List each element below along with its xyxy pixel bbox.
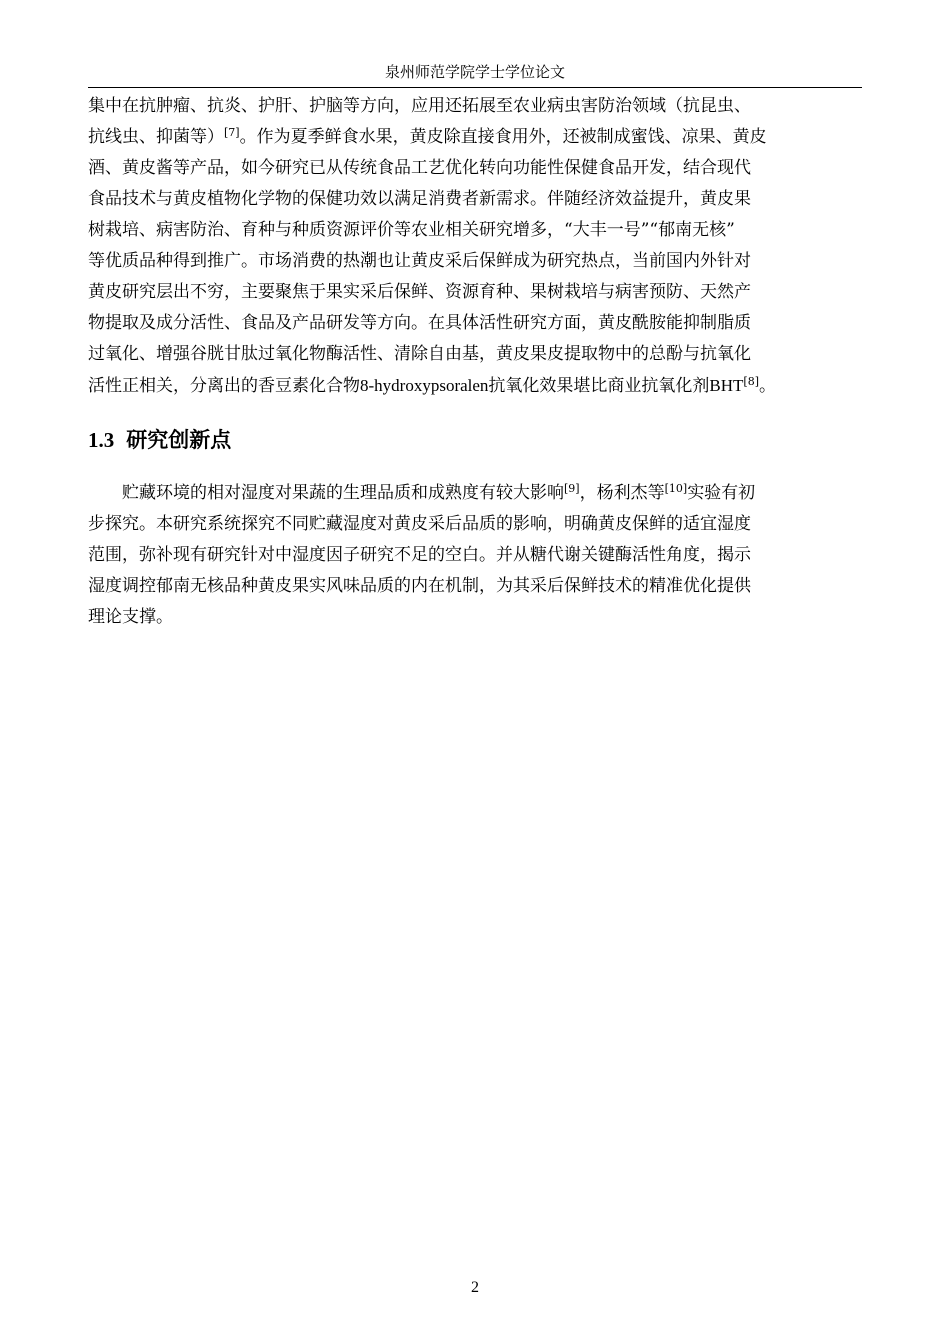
section-number: 1.3 <box>88 428 115 452</box>
page-number: 2 <box>471 1279 479 1296</box>
citation-ref: [9] <box>564 481 580 495</box>
text-line: 理论支撑。 <box>88 607 173 627</box>
text-line <box>88 122 858 153</box>
text-line <box>88 478 858 509</box>
running-header: 泉州师范学院学士学位论文 <box>88 58 862 88</box>
citation-ref: [10] <box>664 481 688 495</box>
text-line: 集中在抗肿瘤、抗炎、护肝、护脑等方向，应用还拓展至农业病虫害防治领域（抗昆虫、 <box>88 96 751 116</box>
body-paragraph <box>88 91 858 401</box>
body-paragraph <box>88 478 858 633</box>
text-line: 酒、黄皮酱等产品，如今研究已从传统食品工艺优化转向功能性保健食品开发，结合现代 <box>88 158 751 178</box>
text-span: 贮藏环境的相对湿度对果蔬的生理品质和成熟度有较大影响 <box>122 483 564 503</box>
text-line: 步探究。本研究系统探究不同贮藏湿度对黄皮采后品质的影响，明确黄皮保鲜的适宜湿度 <box>88 514 751 534</box>
text-line: 范围，弥补现有研究针对中湿度因子研究不足的空白。并从糖代谢关键酶活性角度，揭示 <box>88 545 751 565</box>
compound-name: 8-hydroxypsoralen <box>360 376 489 395</box>
text-span: 。 <box>759 376 777 396</box>
text-line: 过氧化、增强谷胱甘肽过氧化物酶活性、清除自由基，黄皮果皮提取物中的总酚与抗氧化 <box>88 344 751 364</box>
text-line: 树栽培、病害防治、育种与种质资源评价等农业相关研究增多，“大丰一号”“郁南无核” <box>88 220 735 240</box>
text-span: 实验有初 <box>687 483 756 503</box>
section-title: 研究创新点 <box>126 427 232 452</box>
text-span: 。作为夏季鲜食水果，黄皮除直接食用外，还被制成蜜饯、凉果、黄皮 <box>239 127 767 147</box>
text-line: 黄皮研究层出不穷，主要聚焦于果实采后保鲜、资源育种、果树栽培与病害预防、天然产 <box>88 282 751 302</box>
text-line: 等优质品种得到推广。市场消费的热潮也让黄皮采后保鲜成为研究热点，当前国内外针对 <box>88 251 751 271</box>
citation-ref: [7] <box>224 125 240 139</box>
text-line: 食品技术与黄皮植物化学物的保健功效以满足消费者新需求。伴随经济效益提升，黄皮果 <box>88 189 751 209</box>
citation-ref: [8] <box>743 374 760 388</box>
antioxidant-name: BHT <box>709 376 744 395</box>
section-heading <box>88 424 231 456</box>
text-line: 湿度调控郁南无核品种黄皮果实风味品质的内在机制，为其采后保鲜技术的精准优化提供 <box>88 576 751 596</box>
text-span: ，杨利杰等 <box>579 483 665 503</box>
text-span: 活性正相关，分离出的香豆素化合物 <box>88 376 360 396</box>
text-line: 物提取及成分活性、食品及产品研发等方向。在具体活性研究方面，黄皮酰胺能抑制脂质 <box>88 313 751 333</box>
text-span: 抗氧化效果堪比商业抗氧化剂 <box>488 376 710 396</box>
text-span: 抗线虫、抑菌等） <box>88 127 224 147</box>
text-line <box>88 370 858 401</box>
